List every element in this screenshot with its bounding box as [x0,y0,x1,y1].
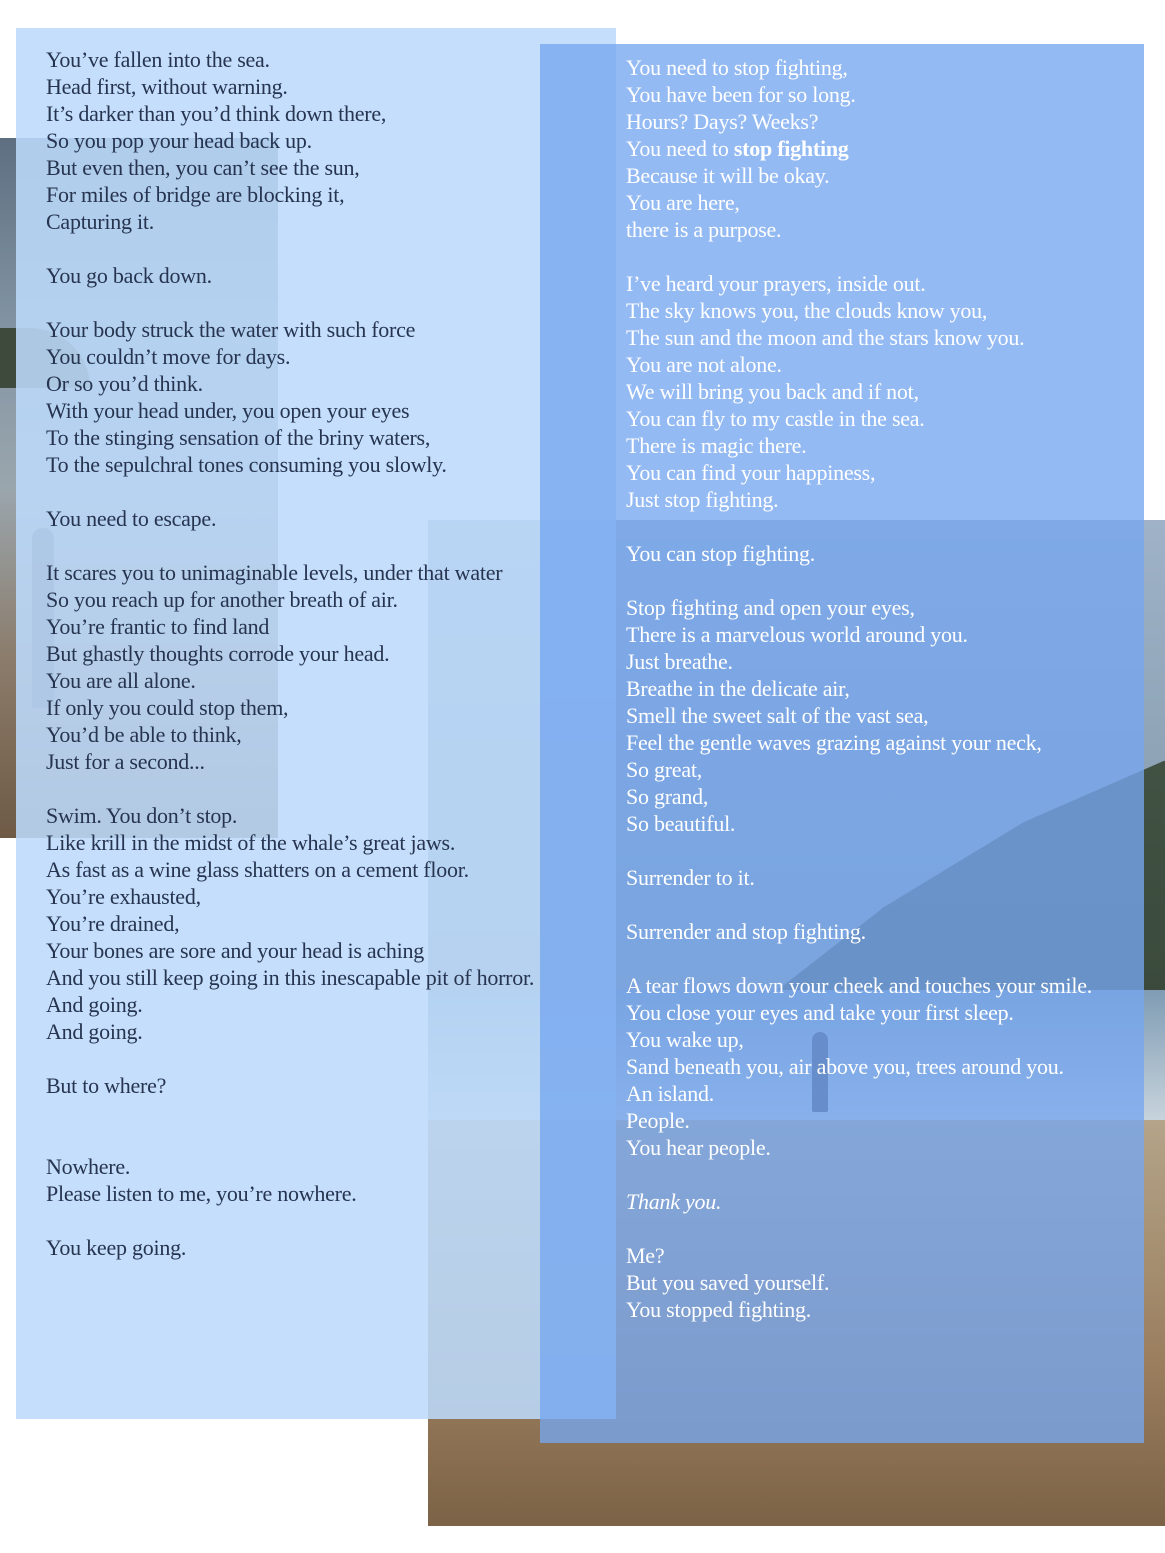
poem-line: You’re drained, [46,911,180,936]
poem-line: Breathe in the delicate air, [626,676,850,701]
stanza-break [626,837,1161,864]
poem-line: Just stop fighting. [626,487,779,512]
poem-line: Sand beneath you, air above you, trees around you. [626,1054,1064,1079]
poem-line: Because it will be okay. [626,163,830,188]
poem-line: Just breathe. [626,649,733,674]
poem-line: You are here, [626,190,740,215]
stanza-break [46,289,606,316]
poem-line: Or so you’d think. [46,371,203,396]
stanza-break [626,945,1161,972]
poem-line: There is a marvelous world around you. [626,622,968,647]
poem-line: You can fly to my castle in the sea. [626,406,925,431]
poem-line: With your head under, you open your eyes [46,398,410,423]
poem-line: You have been for so long. [626,82,856,107]
poem-line: You go back down. [46,263,212,288]
poem-line: So beautiful. [626,811,736,836]
stanza-break [46,775,606,802]
stanza-break [46,235,606,262]
poem-line: So you reach up for another breath of air. [46,587,398,612]
poem-line: We will bring you back and if not, [626,379,919,404]
poem-line: There is magic there. [626,433,807,458]
poem-line: The sky knows you, the clouds know you, [626,298,988,323]
poem-line: You stopped fighting. [626,1297,812,1322]
poem-line: Nowhere. [46,1154,131,1179]
poem-line: You hear people. [626,1135,771,1160]
poem-line-thank-you: Thank you. [626,1189,722,1214]
stanza-break [46,478,606,505]
poem-line: Swim. You don’t stop. [46,803,238,828]
stanza-break [626,243,1161,270]
poem-line: And you still keep going in this inescapable pit of horror. [46,965,535,990]
poem-line: People. [626,1108,690,1133]
poem-line: I’ve heard your prayers, inside out. [626,271,926,296]
poem-line: And going. [46,1019,143,1044]
poem-line: If only you could stop them, [46,695,289,720]
poem-line: So you pop your head back up. [46,128,312,153]
poem-line: Stop fighting and open your eyes, [626,595,915,620]
poem-line: Your bones are sore and your head is aching [46,938,425,963]
poem-line: Capturing it. [46,209,154,234]
poem-line: Surrender and stop fighting. [626,919,866,944]
poem-line: You need to stop fighting, [626,55,848,80]
poem-line: You’d be able to think, [46,722,242,747]
stanza-break [626,567,1161,594]
poem-line: You’ve fallen into the sea. [46,47,270,72]
poem-line: You are not alone. [626,352,782,377]
stanza-break [46,1099,606,1126]
poem-line-emphasis [626,135,1161,162]
poem-line: But ghastly thoughts corrode your head. [46,641,390,666]
poem-line: But you saved yourself. [626,1270,830,1295]
poem-line: Like krill in the midst of the whale’s great jaws. [46,830,456,855]
poem-line: You need to escape. [46,506,217,531]
emphasis-bold: stop fighting [733,136,849,161]
poem-line: Feel the gentle waves grazing against your neck, [626,730,1042,755]
poem-line: You can stop fighting. [626,541,816,566]
poem-line: But even then, you can’t see the sun, [46,155,360,180]
poem-line: Head first, without warning. [46,74,288,99]
poem-line: But to where? [46,1073,167,1098]
poem-line: You wake up, [626,1027,744,1052]
poem-line: You are all alone. [46,668,196,693]
poem-line: And going. [46,992,143,1017]
poem-line: You’re exhausted, [46,884,201,909]
poem-line: You keep going. [46,1235,187,1260]
poem-line: Surrender to it. [626,865,755,890]
poem-line: It scares you to unimaginable levels, under that water [46,560,503,585]
poem-line: there is a purpose. [626,217,782,242]
poem-left-column [46,46,606,1261]
poem-line: To the stinging sensation of the briny waters, [46,425,431,450]
stanza-break [46,1045,606,1072]
poem-line: Me? [626,1243,665,1268]
poem-right-column [626,54,1161,1323]
stanza-break [46,532,606,559]
stanza-break [626,1215,1161,1242]
poem-line: To the sepulchral tones consuming you slowly. [46,452,447,477]
stanza-break [46,1126,606,1153]
stanza-break [626,513,1161,540]
poem-line: Please listen to me, you’re nowhere. [46,1181,357,1206]
poem-line: So great, [626,757,702,782]
stanza-break [626,1161,1161,1188]
poem-line: Hours? Days? Weeks? [626,109,819,134]
poem-line: Just for a second... [46,749,205,774]
poem-line: Your body struck the water with such force [46,317,416,342]
poem-line: A tear flows down your cheek and touches your smile. [626,973,1092,998]
poem-line: The sun and the moon and the stars know you. [626,325,1025,350]
poem-line: An island. [626,1081,714,1106]
stanza-break [46,1207,606,1234]
poem-line: It’s darker than you’d think down there, [46,101,387,126]
poem-line: You can find your happiness, [626,460,876,485]
poem-line: So grand, [626,784,709,809]
poem-line: For miles of bridge are blocking it, [46,182,345,207]
poem-line: You couldn’t move for days. [46,344,291,369]
stanza-break [626,891,1161,918]
poem-line: As fast as a wine glass shatters on a cement floor. [46,857,469,882]
emphasis-prefix: You need to [626,136,734,161]
poem-line: Smell the sweet salt of the vast sea, [626,703,929,728]
poem-line: You’re frantic to find land [46,614,270,639]
poem-line: You close your eyes and take your first sleep. [626,1000,1014,1025]
